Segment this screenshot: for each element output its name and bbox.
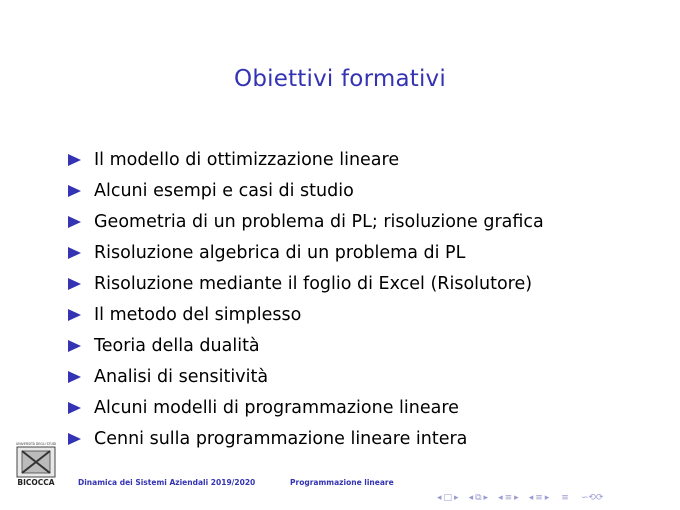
list-item [68, 144, 544, 175]
list-item-text: Alcuni modelli di programmazione lineare [94, 398, 459, 419]
nav-section-prev-icon[interactable]: ◂ [498, 493, 503, 503]
bullet-triangle-icon [68, 185, 81, 197]
list-item [68, 299, 544, 330]
nav-subsection-next-icon[interactable]: ▸ [544, 493, 550, 503]
list-item-text: Risoluzione mediante il foglio di Excel (Risolutore) [94, 273, 533, 294]
nav-slide-next-icon[interactable]: ▸ [483, 493, 489, 503]
bullet-triangle-icon [68, 247, 81, 259]
nav-section-next-icon[interactable]: ▸ [514, 493, 519, 503]
bullet-triangle-icon [68, 278, 81, 290]
footer-course: Dinamica dei Sistemi Aziendali 2019/2020 [78, 478, 256, 487]
list-item-text: Risoluzione algebrica di un problema di PL [94, 242, 466, 263]
nav-search-icon[interactable]: ∽⟲⟳ [580, 493, 604, 503]
objectives-list [68, 144, 544, 455]
list-item [68, 424, 544, 455]
svg-text:UNIVERSITÀ DEGLI STUDI: UNIVERSITÀ DEGLI STUDI [16, 442, 57, 446]
list-item [68, 362, 544, 393]
list-item [68, 268, 544, 299]
nav-frame-icon: □ [443, 493, 453, 503]
footer-topic: Programmazione lineare [290, 478, 394, 487]
list-item [68, 393, 544, 424]
bullet-triangle-icon [68, 402, 81, 414]
nav-frame-prev-icon[interactable]: ◂ [437, 493, 442, 503]
list-item-text: Il modello di ottimizzazione lineare [94, 149, 400, 170]
bullet-triangle-icon [68, 340, 81, 352]
university-logo-icon [15, 441, 57, 487]
list-item [68, 237, 544, 268]
list-item [68, 206, 544, 237]
nav-slide-icon: ⧉ [475, 493, 482, 503]
bullet-triangle-icon [68, 309, 81, 321]
nav-section-icon: ≡ [504, 493, 513, 503]
slide-title: Obiettivi formativi [234, 66, 446, 92]
nav-align-icon[interactable]: ≡ [561, 493, 569, 503]
list-item-text: Il metodo del simplesso [94, 305, 302, 326]
list-item-text: Analisi di sensitività [94, 367, 269, 388]
bullet-triangle-icon [68, 371, 81, 383]
nav-subsection-prev-icon[interactable]: ◂ [528, 493, 534, 503]
list-item-text: Geometria di un problema di PL; risoluzione grafica [94, 211, 544, 232]
list-item-text: Teoria della dualità [94, 336, 260, 357]
bullet-triangle-icon [68, 216, 81, 228]
bullet-triangle-icon [68, 433, 81, 445]
list-item-text: Alcuni esempi e casi di studio [94, 180, 354, 201]
nav-slide-prev-icon[interactable]: ◂ [468, 493, 474, 503]
nav-frame-next-icon[interactable]: ▸ [454, 493, 459, 503]
list-item-text: Cenni sulla programmazione lineare intera [94, 429, 468, 450]
list-item [68, 331, 544, 362]
bullet-triangle-icon [68, 154, 81, 166]
beamer-navigation [437, 492, 603, 504]
nav-subsection-icon: ≡ [535, 493, 543, 503]
list-item [68, 175, 544, 206]
logo-text: BICOCCA [17, 478, 55, 487]
